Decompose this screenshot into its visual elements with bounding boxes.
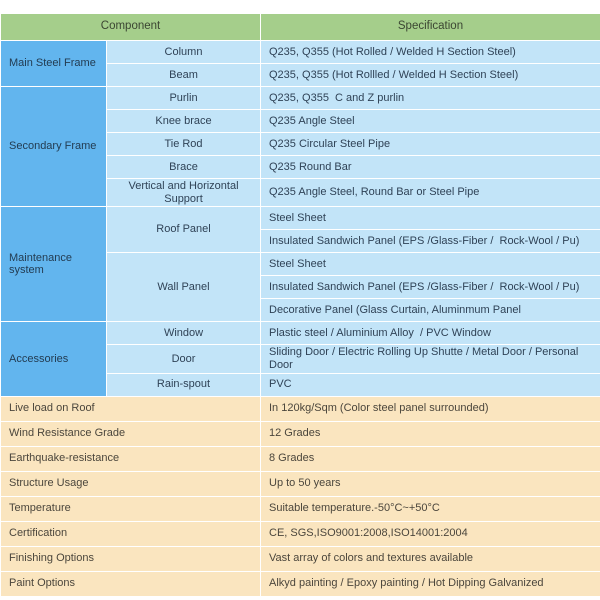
spec-cell: Q235, Q355 (Hot Rollled / Welded H Section Steel) xyxy=(261,64,600,87)
component-cell-brace: Brace xyxy=(107,156,261,179)
column-header-specification: Specification xyxy=(261,14,600,41)
property-row xyxy=(1,421,600,446)
spec-cell: Q235, Q355 C and Z purlin xyxy=(261,87,600,110)
component-cell-rain-spout: Rain-spout xyxy=(107,373,261,396)
component-cell-door: Door xyxy=(107,345,261,373)
component-cell-tie-rod: Tie Rod xyxy=(107,133,261,156)
component-cell-beam: Beam xyxy=(107,64,261,87)
property-value: 8 Grades xyxy=(261,446,600,471)
property-label-finishing-options: Finishing Options xyxy=(1,546,261,571)
property-row xyxy=(1,546,600,571)
component-cell-column: Column xyxy=(107,41,261,64)
spec-cell: Decorative Panel (Glass Curtain, Aluminmum Panel xyxy=(261,299,600,322)
spec-cell: Q235, Q355 (Hot Rolled / Welded H Section Steel) xyxy=(261,41,600,64)
property-value: Alkyd painting / Epoxy painting / Hot Dipping Galvanized xyxy=(261,571,600,596)
property-value: Suitable temperature.-50°C~+50°C xyxy=(261,496,600,521)
property-label-wind-resistance-grade: Wind Resistance Grade xyxy=(1,421,261,446)
spec-cell: Q235 Round Bar xyxy=(261,156,600,179)
property-value: Vast array of colors and textures available xyxy=(261,546,600,571)
component-cell-knee-brace: Knee brace xyxy=(107,110,261,133)
property-value: Up to 50 years xyxy=(261,471,600,496)
spec-cell: Steel Sheet xyxy=(261,207,600,230)
spec-cell: Q235 Angle Steel, Round Bar or Steel Pipe xyxy=(261,179,600,207)
property-row xyxy=(1,446,600,471)
group-maintenance-system: Maintenance system xyxy=(1,207,107,322)
component-cell-purlin: Purlin xyxy=(107,87,261,110)
spec-cell: Sliding Door / Electric Rolling Up Shutte / Metal Door / Personal Door xyxy=(261,345,600,373)
property-label-temperature: Temperature xyxy=(1,496,261,521)
property-label-live-load-on-roof: Live load on Roof xyxy=(1,396,261,421)
spec-row xyxy=(1,87,600,110)
spec-cell: Q235 Angle Steel xyxy=(261,110,600,133)
property-value: CE, SGS,ISO9001:2008,ISO14001:2004 xyxy=(261,521,600,546)
component-cell-window: Window xyxy=(107,322,261,345)
spec-table xyxy=(0,13,600,597)
spec-cell: PVC xyxy=(261,373,600,396)
spec-cell: Q235 Circular Steel Pipe xyxy=(261,133,600,156)
property-label-structure-usage: Structure Usage xyxy=(1,471,261,496)
spec-cell: Insulated Sandwich Panel (EPS /Glass-Fiber / Rock-Wool / Pu) xyxy=(261,276,600,299)
spec-row xyxy=(1,322,600,345)
property-row xyxy=(1,521,600,546)
property-value: In 120kg/Sqm (Color steel panel surrounded) xyxy=(261,396,600,421)
column-header-component: Component xyxy=(1,14,261,41)
component-cell-vertical-horizontal-support: Vertical and Horizontal Support xyxy=(107,179,261,207)
spec-cell: Steel Sheet xyxy=(261,253,600,276)
group-secondary-frame: Secondary Frame xyxy=(1,87,107,207)
property-row xyxy=(1,496,600,521)
table-header-row xyxy=(1,14,600,41)
spec-cell: Plastic steel / Aluminium Alloy / PVC Window xyxy=(261,322,600,345)
property-label-paint-options: Paint Options xyxy=(1,571,261,596)
group-main-steel-frame: Main Steel Frame xyxy=(1,41,107,87)
spec-row xyxy=(1,207,600,230)
property-label-certification: Certification xyxy=(1,521,261,546)
spec-row xyxy=(1,41,600,64)
property-row xyxy=(1,571,600,596)
group-accessories: Accessories xyxy=(1,322,107,396)
property-row xyxy=(1,396,600,421)
property-label-earthquake-resistance: Earthquake-resistance xyxy=(1,446,261,471)
component-cell-roof-panel: Roof Panel xyxy=(107,207,261,253)
property-row xyxy=(1,471,600,496)
property-value: 12 Grades xyxy=(261,421,600,446)
component-cell-wall-panel: Wall Panel xyxy=(107,253,261,322)
spec-cell: Insulated Sandwich Panel (EPS /Glass-Fiber / Rock-Wool / Pu) xyxy=(261,230,600,253)
